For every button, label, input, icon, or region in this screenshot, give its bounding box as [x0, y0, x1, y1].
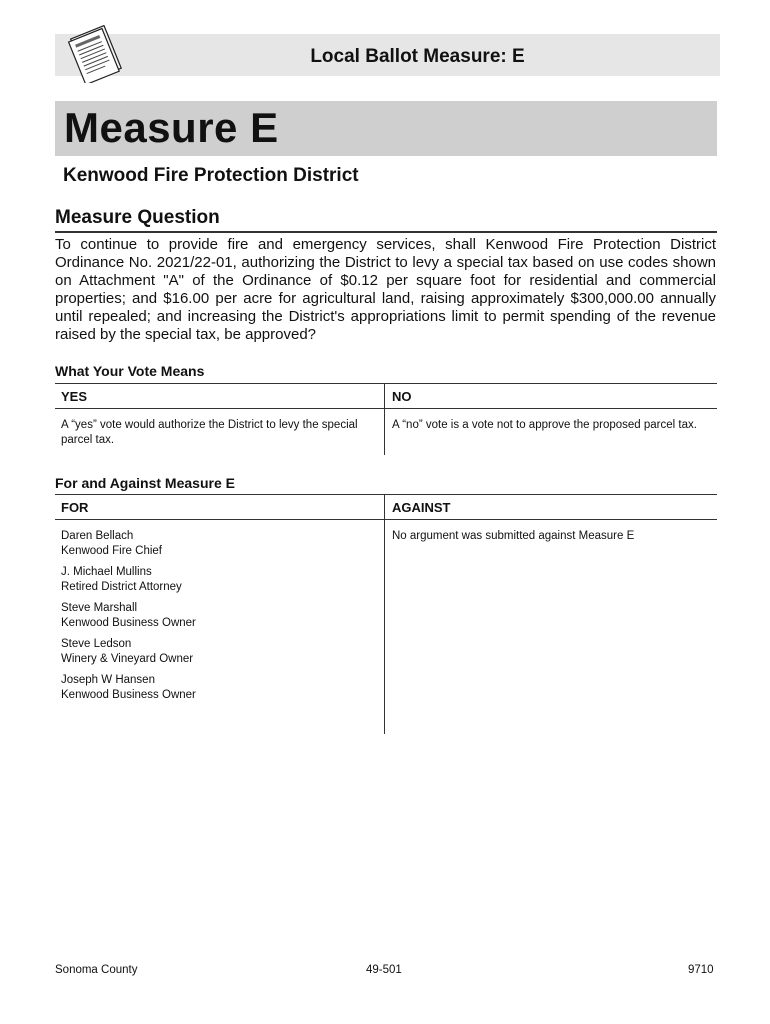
- district-name: Kenwood Fire Protection District: [63, 165, 359, 186]
- signer-name: Steve Ledson: [61, 638, 132, 650]
- yes-column-header: YES: [61, 389, 88, 404]
- signer-title: Kenwood Business Owner: [61, 688, 196, 701]
- signer-title: Winery & Vineyard Owner: [61, 652, 194, 665]
- for-against-header-row: [55, 494, 717, 520]
- measure-question-heading: Measure Question: [55, 207, 220, 228]
- yes-vote-description: A “yes” vote would authorize the District to levy the special parcel tax.: [61, 419, 358, 446]
- signer-title: Kenwood Fire Chief: [61, 544, 162, 557]
- against-column-header: AGAINST: [392, 500, 451, 515]
- for-signers-list: [61, 529, 379, 709]
- column-divider: [384, 494, 385, 734]
- signer-title: Retired District Attorney: [61, 580, 182, 593]
- for-column-header: FOR: [61, 500, 89, 515]
- signer-entry: [61, 637, 379, 666]
- no-vote-description: A “no” vote is a vote not to approve the proposed parcel tax.: [392, 419, 697, 431]
- footer-county: Sonoma County: [55, 964, 138, 976]
- measure-title-band: [55, 101, 717, 156]
- signer-entry: [61, 673, 379, 702]
- for-against-heading: For and Against Measure E: [55, 475, 235, 491]
- heading-divider: [55, 231, 717, 233]
- signer-name: J. Michael Mullins: [61, 566, 152, 578]
- signer-name: Steve Marshall: [61, 602, 138, 614]
- vote-means-table: [55, 383, 717, 455]
- signer-name: Joseph W Hansen: [61, 674, 155, 686]
- header-bar: [55, 34, 720, 76]
- measure-question-text: To continue to provide fire and emergency services, shall Kenwood Fire Protection District Ordinance No. 2021/22-01, authorizing the District to levy a special tax based on use codes shown on Attachment "A" of the Ordinance of $0.12 per square foot for residential and commercial properties; and $16.00 per acre for agricultural land, raising approximately $300,000.00 annually until repealed; and increasing the District's appropriations limit to permit spending of the revenue raised by the special tax, be approved?: [55, 236, 716, 343]
- header-title: Local Ballot Measure: E: [310, 46, 525, 67]
- against-argument-text: No argument was submitted against Measure E: [392, 530, 635, 542]
- ballot-document-icon: [64, 25, 126, 83]
- signer-title: Kenwood Business Owner: [61, 616, 196, 629]
- column-divider: [384, 383, 385, 455]
- signer-entry: [61, 565, 379, 594]
- no-column-header: NO: [392, 389, 412, 404]
- measure-title: Measure E: [64, 104, 279, 151]
- vote-means-header-row: [55, 383, 717, 409]
- vote-means-heading: What Your Vote Means: [55, 363, 205, 379]
- signer-entry: [61, 601, 379, 630]
- signer-entry: [61, 529, 379, 558]
- signer-name: Daren Bellach: [61, 530, 134, 542]
- for-against-table: [55, 494, 717, 734]
- footer-page-number: 9710: [688, 964, 714, 976]
- footer-page-code: 49-501: [366, 964, 402, 976]
